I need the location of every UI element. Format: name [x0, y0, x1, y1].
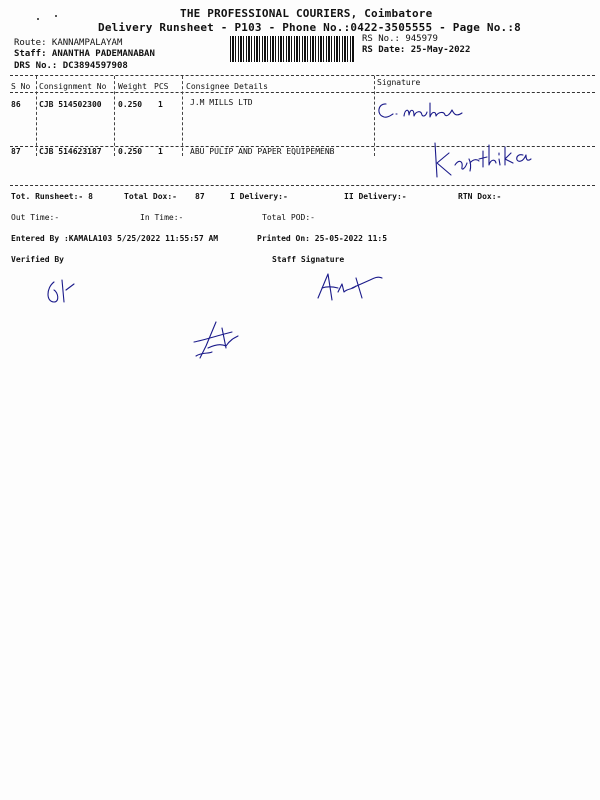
verifier-signature	[40, 272, 80, 312]
col-header-sno: S No	[11, 82, 31, 91]
rtn-dox: RTN Dox:-	[458, 192, 502, 201]
drs-number: DRS No.: DC3894597908	[14, 61, 128, 71]
row-sno: 86	[11, 100, 21, 109]
printed-on: Printed On: 25-05-2022 11:5	[257, 234, 388, 243]
barcode-icon	[230, 36, 355, 62]
verified-by-label: Verified By	[11, 255, 64, 264]
row-pcs: 1	[158, 147, 163, 156]
row-pcs: 1	[158, 100, 163, 109]
out-time: Out Time:-	[11, 213, 60, 222]
staff-label: Staff: ANANTHA PADEMANABAN	[14, 49, 155, 59]
row-consignment: CJB 514502300	[39, 100, 102, 109]
row-consignment: CJB 514623187	[39, 147, 102, 156]
staff-signature	[312, 270, 387, 305]
col-header-signature: Signature	[377, 78, 421, 87]
ii-delivery: II Delivery:-	[344, 192, 407, 201]
company-title: THE PROFESSIONAL COURIERS, Coimbatore	[180, 7, 433, 20]
runsheet-title: Delivery Runsheet - P103 - Phone No.:0422-3505555 - Page No.:8	[98, 21, 521, 34]
row-sno: 87	[11, 147, 21, 156]
col-rule	[182, 76, 183, 156]
row-consignee: ABU PULIP AND PAPER EQUIPEMENB	[190, 147, 335, 156]
row-weight: 0.250	[118, 100, 143, 109]
table-header-rule	[10, 92, 595, 93]
col-header-consignee: Consignee Details	[186, 82, 268, 91]
recipient-signature-2	[425, 133, 535, 183]
col-header-pcs: PCS	[154, 82, 169, 91]
speck	[55, 15, 57, 17]
total-dox-value: 87	[195, 192, 205, 201]
rs-date: RS Date: 25-May-2022	[362, 45, 471, 55]
col-rule	[36, 76, 37, 156]
rs-number: RS No.: 945979	[362, 34, 438, 44]
table-top-rule	[10, 75, 595, 76]
route-label: Route: KANNAMPALAYAM	[14, 38, 123, 48]
row-consignee: J.M MILLS LTD	[190, 98, 253, 107]
total-pod: Total POD:-	[262, 213, 315, 222]
supervisor-signature	[186, 318, 246, 363]
entered-by: Entered By :KAMALA103 5/25/2022 11:55:57 AM	[11, 234, 219, 243]
i-delivery: I Delivery:-	[230, 192, 288, 201]
total-dox-label: Total Dox:-	[124, 192, 177, 201]
in-time: In Time:-	[140, 213, 184, 222]
tot-runsheet: Tot. Runsheet:- 8	[11, 192, 93, 201]
col-header-consignment: Consignment No	[39, 82, 107, 91]
row-weight: 0.250	[118, 147, 143, 156]
col-header-weight: Weight	[118, 82, 147, 91]
speck	[37, 18, 39, 20]
recipient-signature-1	[374, 95, 474, 125]
staff-signature-label: Staff Signature	[272, 255, 345, 264]
table-bottom-rule	[10, 185, 595, 186]
col-rule	[114, 76, 115, 156]
